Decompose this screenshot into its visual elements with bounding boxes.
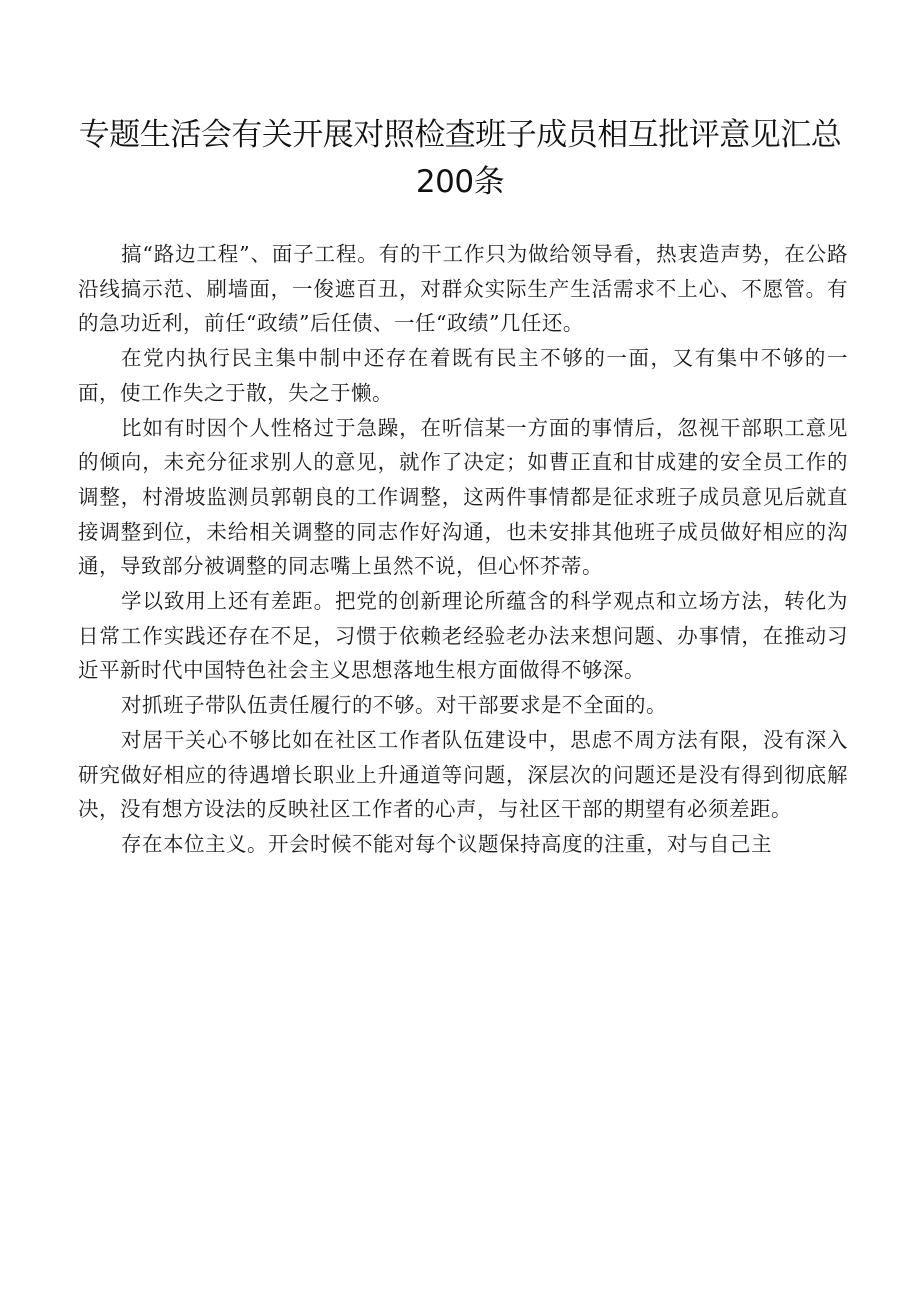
document-title: 专题生活会有关开展对照检查班子成员相互批评意见汇总200条 <box>78 117 842 200</box>
paragraph: 在党内执行民主集中制中还存在着既有民主不够的一面，又有集中不够的一面，使工作失之于散，失之于懒。 <box>78 346 848 405</box>
paragraph: 对居干关心不够比如在社区工作者队伍建设中，思虑不周方法有限，没有深入研究做好相应的待遇增长职业上升通道等问题，深层次的问题还是没有得到彻底解决，没有想方设法的反映社区工作者的心声，与社区干部的期望有必须差距。 <box>78 727 848 822</box>
paragraph: 学以致用上还有差距。把党的创新理论所蕴含的科学观点和立场方法，转化为日常工作实践还存在不足，习惯于依赖老经验老办法来想问题、办事情，在推动习近平新时代中国特色社会主义思想落地生根方面做得不够深。 <box>78 589 848 683</box>
paragraph: 搞“路边工程”、面子工程。有的干工作只为做给领导看，热衷造声势，在公路沿线搞示范、刷墙面，一俊遮百丑，对群众实际生产生活需求不上心、不愿管。有的急功近利，前任“政绩”后任债、一任“政绩”几任还。 <box>78 242 848 336</box>
document-body <box>78 237 848 862</box>
paragraph: 比如有时因个人性格过于急躁，在听信某一方面的事情后，忽视干部职工意见的倾向，未充分征求别人的意见，就作了决定；如曹正直和甘成建的安全员工作的调整，村滑坡监测员郭朝良的工作调整，这两件事情都是征求班子成员意见后就直接调整到位，未给相关调整的同志作好沟通，也未安排其他班子成员做好相应的沟通，导致部分被调整的同志嘴上虽然不说，但心怀芥蒂。 <box>78 415 848 579</box>
paragraph: 对抓班子带队伍责任履行的不够。对干部要求是不全面的。 <box>121 693 668 718</box>
paragraph: 存在本位主义。开会时候不能对每个议题保持高度的注重，对与自己主 <box>121 831 773 856</box>
